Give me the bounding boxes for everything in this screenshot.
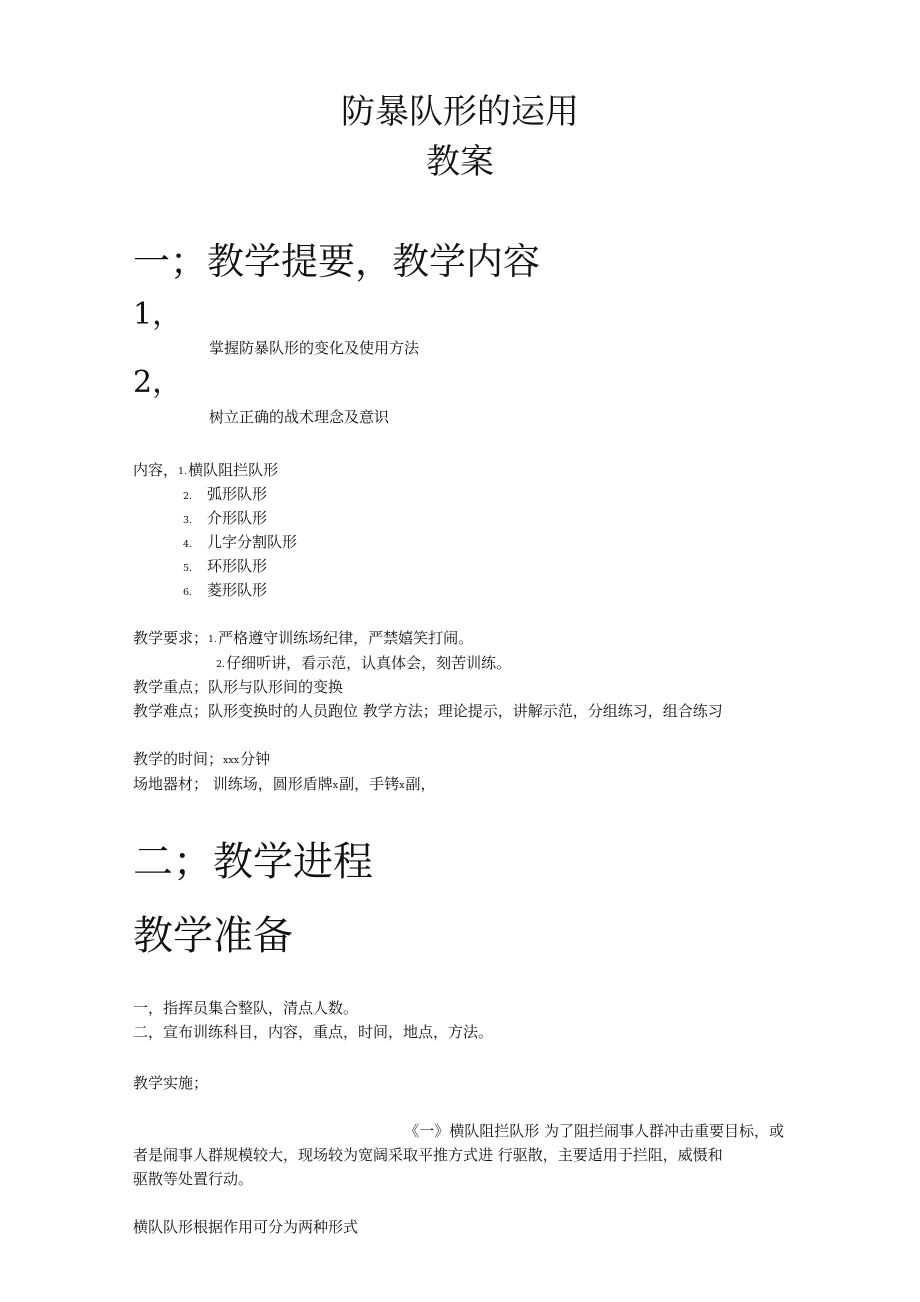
key-point: 教学重点；队形与队形间的变换 (133, 678, 344, 696)
content-item-2 (183, 483, 267, 508)
content-item-text: 横队阻拦队形 (188, 461, 279, 479)
time-suffix: 分钟 (240, 750, 271, 768)
content-label: 内容， (133, 461, 179, 479)
point-text-1: 掌握防暴队形的变化及使用方法 (209, 339, 420, 357)
prep-line-2: 二，宣布训练科目，内容，重点，时间，地点，方法。 (133, 1023, 494, 1041)
paragraph-line-3: 驱散等处置行动。 (133, 1170, 254, 1188)
equipment (133, 773, 436, 797)
prep-line-1: 一，指挥员集合整队，清点人数。 (133, 999, 359, 1017)
content-item-text: 儿字分割队形 (207, 533, 298, 551)
content-item-number: 6. (183, 587, 193, 598)
teaching-time (133, 748, 270, 772)
difficulty-and-method: 教学难点；队形变换时的人员跑位 教学方法；理论提示，讲解示范，分组练习，组合练习 (133, 702, 723, 720)
formation-forms-line: 横队队形根据作用可分为两种形式 (133, 1218, 359, 1236)
content-item-number: 3. (183, 515, 193, 526)
paragraph-line-2: 者是闹事人群规模较大，现场较为宽阔采取平推方式进 行驱散，主要适用于拦阻，威慑和 (133, 1146, 723, 1164)
point-number-1: 1， (133, 297, 183, 332)
requirement-number: 2. (216, 659, 226, 670)
content-item-number: 2. (183, 491, 193, 502)
content-item-number: 4. (183, 539, 193, 550)
equipment-x1: x (332, 780, 339, 791)
content-item-6 (183, 579, 267, 604)
requirement-2 (216, 652, 511, 676)
section2-heading: 二；教学进程 (133, 839, 373, 885)
content-item-number: 1. (178, 466, 188, 477)
content-item-text: 环形队形 (207, 557, 268, 575)
time-value: xxx (223, 755, 240, 766)
requirement-1 (133, 627, 473, 651)
requirement-text: 严格遵守训练场纪律，严禁嬉笑打闹。 (218, 629, 474, 647)
time-prefix: 教学的时间； (133, 750, 224, 768)
requirements-label: 教学要求； (133, 629, 209, 647)
content-item-text: 介形队形 (207, 509, 268, 527)
content-item-1 (133, 459, 278, 483)
paragraph-line-1: 《一》横队阻拦队形 为了阻拦闹事人群冲击重要目标，或 (404, 1122, 784, 1140)
equipment-x2: x (399, 780, 405, 791)
prep-heading: 教学准备 (133, 913, 293, 959)
content-item-3 (183, 507, 267, 532)
document-title: 防暴队形的运用 (341, 92, 579, 132)
content-item-text: 菱形队形 (207, 581, 268, 599)
content-item-number: 5. (183, 563, 193, 574)
document-subtitle: 教案 (426, 142, 494, 182)
equipment-suffix: 副， (405, 775, 436, 793)
content-item-text: 弧形队形 (207, 485, 268, 503)
section1-heading: 一；教学提要，教学内容 (133, 240, 540, 283)
equipment-mid: 副，手铐 (339, 775, 400, 793)
content-item-4 (183, 531, 297, 556)
point-number-2: 2， (133, 365, 183, 400)
requirement-text: 仔细听讲，看示范，认真体会，刻苦训练。 (226, 654, 512, 672)
content-item-5 (183, 555, 267, 580)
implementation-label: 教学实施； (133, 1074, 209, 1092)
point-text-2: 树立正确的战术理念及意识 (209, 408, 390, 426)
equipment-prefix: 场地器材； 训练场，圆形盾牌 (133, 775, 333, 793)
requirement-number: 1. (208, 634, 218, 645)
